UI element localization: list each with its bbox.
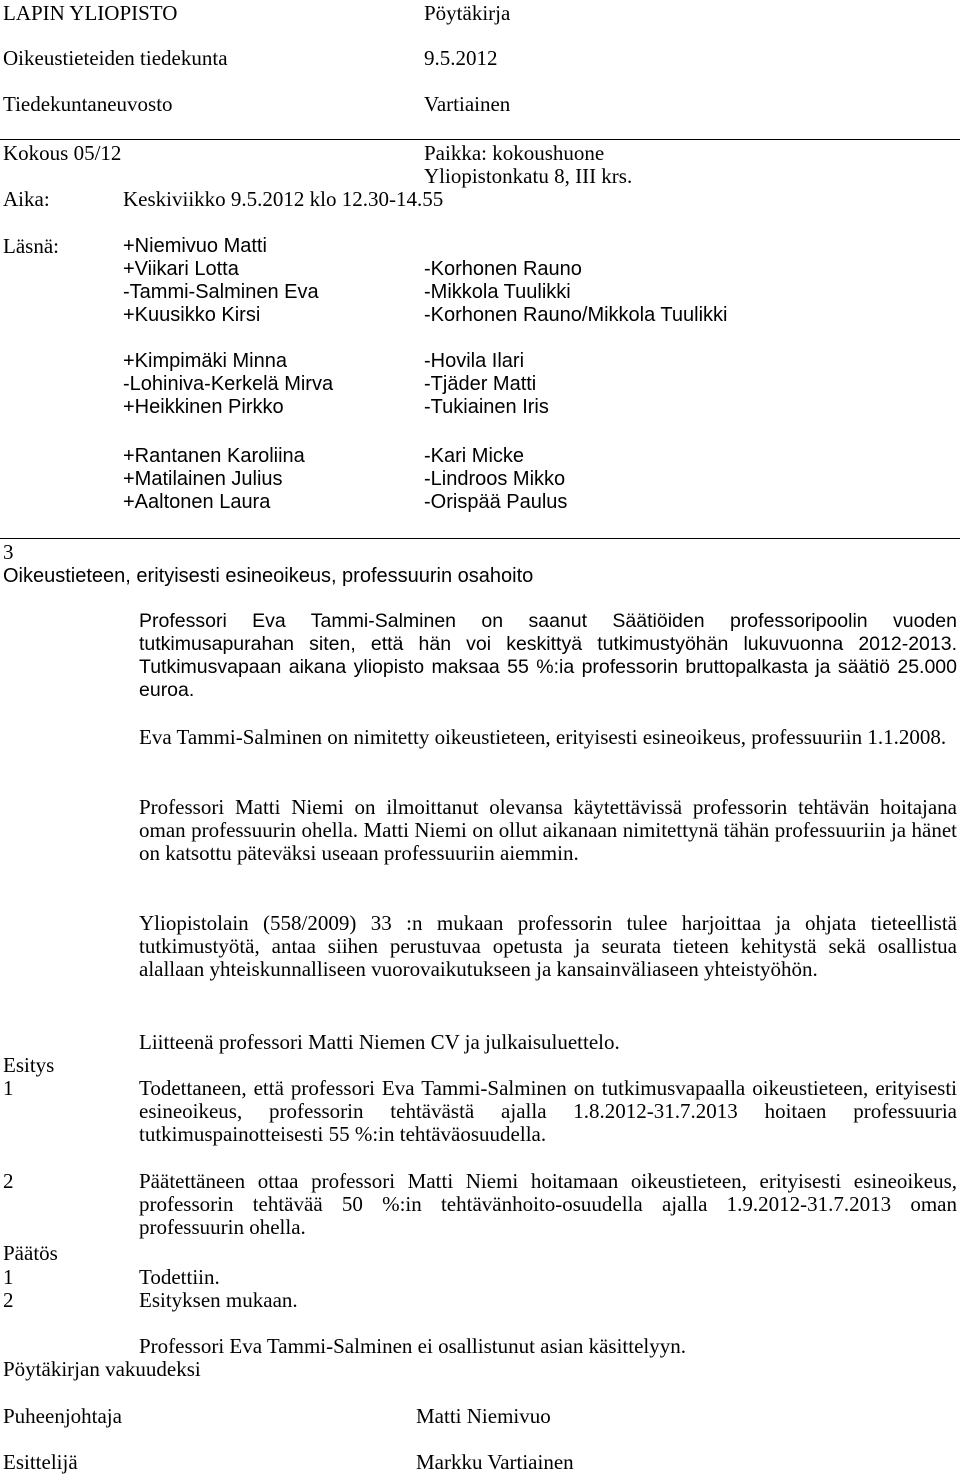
item-paragraph: Professori Eva Tammi-Salminen on saanut Säätiöiden professoripoolin vuoden tutkimusapurahan siten, että hän voi keskittyä tutkimustyöhän lukuvuonna 2012-2013. Tutkimusvapaan aikana yliopisto maksaa 55 %:ia professorin bruttopalkasta ja säätiö 25.000 euroa.: [139, 610, 957, 701]
attendee-left: +Kimpimäki Minna: [123, 350, 287, 372]
attendee-left: -Tammi-Salminen Eva: [123, 281, 319, 303]
item-paragraph: Liitteenä professori Matti Niemen CV ja julkaisuluettelo.: [139, 1030, 620, 1054]
attendee-right: -Tjäder Matti: [424, 373, 537, 395]
attendee-right: -Hovila Ilari: [424, 350, 525, 372]
attendee-left: +Rantanen Karoliina: [123, 445, 305, 467]
meeting-time-value: Keskiviikko 9.5.2012 klo 12.30-14.55: [123, 187, 444, 211]
meeting-place-line1: Paikka: kokoushuone: [424, 141, 605, 165]
header-divider: [0, 139, 960, 140]
item-paragraph: Yliopistolain (558/2009) 33 :n mukaan professorin tulee harjoittaa ja ohjata tieteellistä tutkimustyötä, antaa siihen perustuvaa opetusta ja seurata tieteen kehitystä sekä osallistua alallaan yhteiskunnalliseen vuorovaikutukseen ja kansainväliaseen yhteistyöhön.: [139, 911, 957, 981]
attendee-right: -Korhonen Rauno: [424, 258, 582, 280]
item-title: Oikeustieteen, erityisesti esineoikeus, professuurin osahoito: [3, 565, 534, 587]
proposal-item-text: Todettaneen, että professori Eva Tammi-Salminen on tutkimusvapaalla oikeustieteen, erityisesti esineoikeus, professorin tehtävästä ajalla 1.8.2012-31.7.2013 hoitaen professuuria tutkimuspainotteisesti 55 %:in tehtäväosuudella.: [139, 1076, 957, 1146]
attendee-left: +Matilainen Julius: [123, 468, 283, 490]
attendee-left: +Kuusikko Kirsi: [123, 304, 261, 326]
decision-note: Professori Eva Tammi-Salminen ei osallistunut asian käsittelyyn.: [139, 1334, 686, 1358]
proposal-item-number: 1: [3, 1076, 14, 1100]
decision-item-text: Esityksen mukaan.: [139, 1288, 298, 1312]
chair-name: Matti Niemivuo: [416, 1404, 551, 1428]
attendee-right: -Lindroos Mikko: [424, 468, 566, 490]
meeting-number: Kokous 05/12: [3, 141, 122, 165]
meeting-time-label: Aika:: [3, 187, 50, 211]
item-paragraph: Professori Matti Niemi on ilmoittanut olevansa käytettävissä professorin tehtävän hoitajana oman professuurin ohella. Matti Niemi on ollut aikanaan nimitettynä tähän professuuriin ja hänet on katsottu päteväksi useaan professuuriin aiemmin.: [139, 795, 957, 865]
attendance-label: Läsnä:: [3, 234, 59, 258]
attendee-right: -Mikkola Tuulikki: [424, 281, 571, 303]
attendee-left: +Aaltonen Laura: [123, 491, 271, 513]
signatures-label: Pöytäkirjan vakuudeksi: [3, 1357, 201, 1381]
attendee-left: +Viikari Lotta: [123, 258, 239, 280]
proposal-item-text: Päätettäneen ottaa professori Matti Niemi hoitamaan oikeustieteen, erityisesti esineoikeus, professorin tehtävää 50 %:in tehtävänhoito-osuudella ajalla 1.9.2012-31.7.2013 oman professuurin ohella.: [139, 1169, 957, 1239]
attendee-left: +Niemivuo Matti: [123, 235, 267, 257]
document-type: Pöytäkirja: [424, 1, 511, 25]
university-name: LAPIN YLIOPISTO: [3, 1, 178, 25]
presenter-role: Esittelijä: [3, 1450, 78, 1474]
decision-label: Päätös: [3, 1241, 58, 1265]
meeting-place-line2: Yliopistonkatu 8, III krs.: [424, 164, 633, 188]
chair-role: Puheenjohtaja: [3, 1404, 122, 1428]
document-author: Vartiainen: [424, 92, 511, 116]
attendee-left: +Heikkinen Pirkko: [123, 396, 284, 418]
decision-item-number: 2: [3, 1288, 14, 1312]
attendee-left: -Lohiniva-Kerkelä Mirva: [123, 373, 334, 395]
faculty-name: Oikeustieteiden tiedekunta: [3, 46, 228, 70]
item-number: 3: [3, 540, 14, 564]
attendee-right: -Korhonen Rauno/Mikkola Tuulikki: [424, 304, 728, 326]
proposal-item-number: 2: [3, 1169, 14, 1193]
item-paragraph: Eva Tammi-Salminen on nimitetty oikeustieteen, erityisesti esineoikeus, professuuriin 1.1.2008.: [139, 725, 947, 749]
document-date: 9.5.2012: [424, 46, 498, 70]
council-name: Tiedekuntaneuvosto: [3, 92, 173, 116]
attendee-right: -Kari Micke: [424, 445, 525, 467]
attendee-right: -Tukiainen Iris: [424, 396, 549, 418]
proposal-label: Esitys: [3, 1053, 55, 1077]
decision-item-text: Todettiin.: [139, 1265, 220, 1289]
attendance-divider: [0, 538, 960, 539]
presenter-name: Markku Vartiainen: [416, 1450, 574, 1474]
decision-item-number: 1: [3, 1265, 14, 1289]
attendee-right: -Orispää Paulus: [424, 491, 568, 513]
